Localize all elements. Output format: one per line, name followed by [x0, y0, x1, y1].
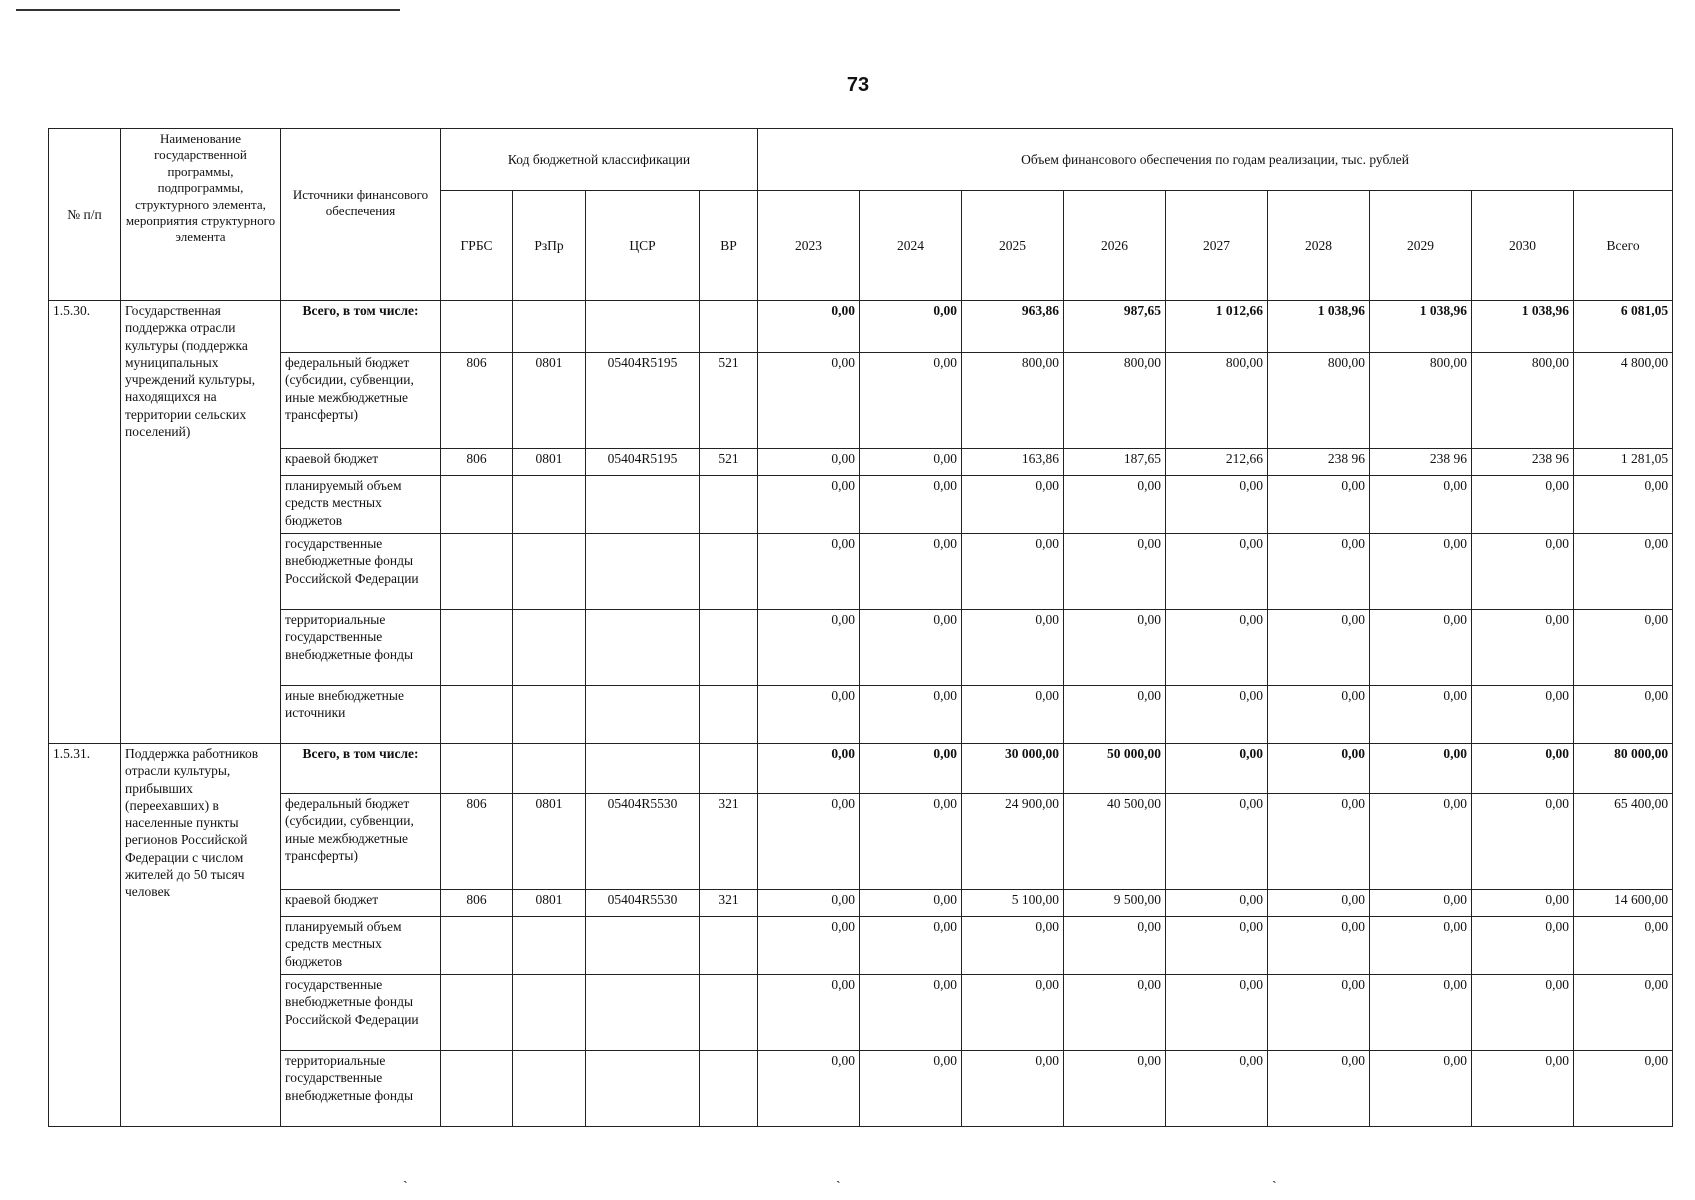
value-total: 6 081,05	[1574, 301, 1673, 353]
header-code-csr: ЦСР	[586, 191, 700, 301]
item-name: Поддержка работников отрасли культуры, прибывших (переехавших) в населенные пункты регионов Российской Федерации с числом жителей до 50 тысяч человек	[121, 744, 281, 1127]
header-volume-group: Объем финансового обеспечения по годам реализации, тыс. рублей	[758, 129, 1673, 191]
value-2028: 0,00	[1268, 890, 1370, 917]
code-csr	[586, 476, 700, 534]
value-total: 0,00	[1574, 476, 1673, 534]
value-2025: 163,86	[962, 449, 1064, 476]
header-funding-source: Источники финансового обеспечения	[281, 129, 441, 301]
code-grbs: 806	[441, 890, 513, 917]
value-2027: 0,00	[1166, 917, 1268, 975]
value-2024: 0,00	[860, 975, 962, 1051]
code-csr	[586, 975, 700, 1051]
table-row	[49, 1051, 1673, 1127]
header-code-grbs: ГРБС	[441, 191, 513, 301]
value-2024: 0,00	[860, 353, 962, 449]
code-grbs	[441, 975, 513, 1051]
table-row	[49, 610, 1673, 686]
value-2023: 0,00	[758, 744, 860, 794]
code-grbs: 806	[441, 794, 513, 890]
value-2029: 0,00	[1370, 476, 1472, 534]
value-2024: 0,00	[860, 686, 962, 744]
value-2026: 0,00	[1064, 1051, 1166, 1127]
value-2028: 0,00	[1268, 534, 1370, 610]
value-2023: 0,00	[758, 449, 860, 476]
value-total: 0,00	[1574, 917, 1673, 975]
table-row	[49, 890, 1673, 917]
value-2029: 0,00	[1370, 686, 1472, 744]
value-2023: 0,00	[758, 890, 860, 917]
value-2030: 0,00	[1472, 890, 1574, 917]
header-code-vr: ВР	[700, 191, 758, 301]
code-grbs	[441, 744, 513, 794]
header-program-name: Наименование государственной программы, подпрограммы, структурного элемента, мероприятия структурного элемента	[121, 129, 281, 301]
value-2024: 0,00	[860, 1051, 962, 1127]
code-csr	[586, 1051, 700, 1127]
value-2025: 0,00	[962, 534, 1064, 610]
value-2024: 0,00	[860, 449, 962, 476]
funding-source: планируемый объем средств местных бюджетов	[281, 476, 441, 534]
code-vr	[700, 686, 758, 744]
code-csr: 05404R5530	[586, 794, 700, 890]
table-row	[49, 301, 1673, 353]
value-2030: 0,00	[1472, 1051, 1574, 1127]
value-total: 0,00	[1574, 975, 1673, 1051]
value-2025: 0,00	[962, 476, 1064, 534]
code-vr: 321	[700, 794, 758, 890]
value-2027: 0,00	[1166, 794, 1268, 890]
code-csr	[586, 534, 700, 610]
value-2026: 187,65	[1064, 449, 1166, 476]
code-grbs: 806	[441, 353, 513, 449]
value-total: 0,00	[1574, 610, 1673, 686]
code-grbs	[441, 301, 513, 353]
code-vr: 521	[700, 449, 758, 476]
value-2024: 0,00	[860, 890, 962, 917]
code-grbs	[441, 917, 513, 975]
funding-source: краевой бюджет	[281, 449, 441, 476]
value-2029: 0,00	[1370, 1051, 1472, 1127]
top-rule	[16, 9, 400, 11]
header-year-2025: 2025	[962, 191, 1064, 301]
funding-source: государственные внебюджетные фонды Российской Федерации	[281, 975, 441, 1051]
code-rzpr	[513, 744, 586, 794]
code-rzpr: 0801	[513, 353, 586, 449]
value-2030: 0,00	[1472, 917, 1574, 975]
value-2030: 0,00	[1472, 476, 1574, 534]
value-2027: 1 012,66	[1166, 301, 1268, 353]
value-2024: 0,00	[860, 917, 962, 975]
value-2026: 0,00	[1064, 534, 1166, 610]
code-grbs	[441, 686, 513, 744]
page-number: 73	[846, 74, 870, 96]
value-total: 0,00	[1574, 1051, 1673, 1127]
value-2030: 238 96	[1472, 449, 1574, 476]
code-vr	[700, 534, 758, 610]
table-row	[49, 794, 1673, 890]
value-2026: 0,00	[1064, 686, 1166, 744]
table-row	[49, 449, 1673, 476]
value-2024: 0,00	[860, 534, 962, 610]
value-2030: 0,00	[1472, 610, 1574, 686]
value-2023: 0,00	[758, 975, 860, 1051]
value-2023: 0,00	[758, 917, 860, 975]
value-2027: 0,00	[1166, 476, 1268, 534]
header-year-2026: 2026	[1064, 191, 1166, 301]
value-2030: 0,00	[1472, 744, 1574, 794]
funding-source: иные внебюджетные источники	[281, 686, 441, 744]
code-rzpr	[513, 686, 586, 744]
header-year-2030: 2030	[1472, 191, 1574, 301]
value-2028: 0,00	[1268, 744, 1370, 794]
item-name: Государственная поддержка отрасли культуры (поддержка муниципальных учреждений культуры, находящихся на территории сельских поселений)	[121, 301, 281, 744]
funding-source: территориальные государственные внебюджетные фонды	[281, 610, 441, 686]
value-2023: 0,00	[758, 794, 860, 890]
table-row	[49, 917, 1673, 975]
value-2028: 0,00	[1268, 476, 1370, 534]
code-csr: 05404R5195	[586, 449, 700, 476]
code-csr: 05404R5530	[586, 890, 700, 917]
funding-source: Всего, в том числе:	[281, 301, 441, 353]
value-total: 4 800,00	[1574, 353, 1673, 449]
value-2029: 0,00	[1370, 610, 1472, 686]
header-year-2027: 2027	[1166, 191, 1268, 301]
value-2030: 800,00	[1472, 353, 1574, 449]
code-rzpr	[513, 534, 586, 610]
value-2030: 0,00	[1472, 794, 1574, 890]
table-row	[49, 534, 1673, 610]
value-total: 0,00	[1574, 534, 1673, 610]
value-2026: 9 500,00	[1064, 890, 1166, 917]
code-rzpr: 0801	[513, 794, 586, 890]
item-number: 1.5.30.	[49, 301, 121, 744]
value-2025: 5 100,00	[962, 890, 1064, 917]
value-total: 14 600,00	[1574, 890, 1673, 917]
code-rzpr	[513, 975, 586, 1051]
value-2023: 0,00	[758, 353, 860, 449]
value-2026: 0,00	[1064, 917, 1166, 975]
value-2025: 800,00	[962, 353, 1064, 449]
code-vr: 521	[700, 353, 758, 449]
value-2029: 0,00	[1370, 534, 1472, 610]
value-2029: 800,00	[1370, 353, 1472, 449]
value-2028: 0,00	[1268, 975, 1370, 1051]
code-vr	[700, 476, 758, 534]
value-2029: 0,00	[1370, 975, 1472, 1051]
value-2029: 0,00	[1370, 744, 1472, 794]
value-2029: 0,00	[1370, 794, 1472, 890]
value-2030: 1 038,96	[1472, 301, 1574, 353]
value-2024: 0,00	[860, 794, 962, 890]
code-vr	[700, 744, 758, 794]
value-2028: 1 038,96	[1268, 301, 1370, 353]
table-row	[49, 686, 1673, 744]
value-2026: 0,00	[1064, 975, 1166, 1051]
code-vr	[700, 610, 758, 686]
value-2024: 0,00	[860, 610, 962, 686]
value-2026: 0,00	[1064, 476, 1166, 534]
code-csr	[586, 686, 700, 744]
code-vr	[700, 1051, 758, 1127]
value-2030: 0,00	[1472, 534, 1574, 610]
value-2028: 0,00	[1268, 917, 1370, 975]
code-rzpr	[513, 610, 586, 686]
table-row	[49, 975, 1673, 1051]
value-2027: 800,00	[1166, 353, 1268, 449]
code-rzpr	[513, 917, 586, 975]
scan-mark: ˎ	[403, 1169, 408, 1184]
code-rzpr	[513, 476, 586, 534]
value-2027: 0,00	[1166, 686, 1268, 744]
value-2023: 0,00	[758, 301, 860, 353]
header-year-2024: 2024	[860, 191, 962, 301]
value-2025: 24 900,00	[962, 794, 1064, 890]
value-2030: 0,00	[1472, 686, 1574, 744]
value-2025: 0,00	[962, 917, 1064, 975]
code-csr	[586, 301, 700, 353]
funding-source: федеральный бюджет (субсидии, субвенции, иные межбюджетные трансферты)	[281, 794, 441, 890]
value-2023: 0,00	[758, 476, 860, 534]
value-total: 80 000,00	[1574, 744, 1673, 794]
value-total: 0,00	[1574, 686, 1673, 744]
value-2025: 0,00	[962, 1051, 1064, 1127]
value-2027: 0,00	[1166, 890, 1268, 917]
value-2025: 30 000,00	[962, 744, 1064, 794]
value-2027: 0,00	[1166, 610, 1268, 686]
value-2028: 0,00	[1268, 610, 1370, 686]
value-2026: 40 500,00	[1064, 794, 1166, 890]
header-code-rzpr: РзПр	[513, 191, 586, 301]
value-2025: 0,00	[962, 610, 1064, 686]
code-csr	[586, 610, 700, 686]
value-total: 1 281,05	[1574, 449, 1673, 476]
value-2028: 0,00	[1268, 686, 1370, 744]
value-2027: 0,00	[1166, 1051, 1268, 1127]
value-2023: 0,00	[758, 534, 860, 610]
code-vr: 321	[700, 890, 758, 917]
value-2025: 0,00	[962, 686, 1064, 744]
header-year-2029: 2029	[1370, 191, 1472, 301]
value-2024: 0,00	[860, 301, 962, 353]
value-2023: 0,00	[758, 686, 860, 744]
value-2029: 0,00	[1370, 890, 1472, 917]
value-2023: 0,00	[758, 1051, 860, 1127]
code-grbs: 806	[441, 449, 513, 476]
code-rzpr	[513, 1051, 586, 1127]
value-2028: 800,00	[1268, 353, 1370, 449]
funding-source: федеральный бюджет (субсидии, субвенции, иные межбюджетные трансферты)	[281, 353, 441, 449]
code-vr	[700, 301, 758, 353]
value-2024: 0,00	[860, 744, 962, 794]
value-2026: 987,65	[1064, 301, 1166, 353]
table-row	[49, 476, 1673, 534]
table-body	[49, 301, 1673, 1127]
code-rzpr	[513, 301, 586, 353]
code-grbs	[441, 610, 513, 686]
code-rzpr: 0801	[513, 890, 586, 917]
code-grbs	[441, 534, 513, 610]
value-2027: 212,66	[1166, 449, 1268, 476]
table-row	[49, 353, 1673, 449]
value-2028: 238 96	[1268, 449, 1370, 476]
header-year-2023: 2023	[758, 191, 860, 301]
code-grbs	[441, 476, 513, 534]
code-csr: 05404R5195	[586, 353, 700, 449]
value-2023: 0,00	[758, 610, 860, 686]
table-row	[49, 744, 1673, 794]
value-2026: 0,00	[1064, 610, 1166, 686]
value-2029: 238 96	[1370, 449, 1472, 476]
value-2029: 0,00	[1370, 917, 1472, 975]
header-budget-code-group: Код бюджетной классификации	[441, 129, 758, 191]
code-csr	[586, 744, 700, 794]
header-total: Всего	[1574, 191, 1673, 301]
funding-source: территориальные государственные внебюджетные фонды	[281, 1051, 441, 1127]
code-csr	[586, 917, 700, 975]
funding-source: Всего, в том числе:	[281, 744, 441, 794]
value-2027: 0,00	[1166, 534, 1268, 610]
code-vr	[700, 975, 758, 1051]
code-grbs	[441, 1051, 513, 1127]
value-2026: 50 000,00	[1064, 744, 1166, 794]
header-number: № п/п	[49, 129, 121, 301]
financing-table	[48, 128, 1673, 1127]
header-year-2028: 2028	[1268, 191, 1370, 301]
scan-mark: ˎ	[836, 1169, 841, 1184]
value-2025: 963,86	[962, 301, 1064, 353]
value-2025: 0,00	[962, 975, 1064, 1051]
value-2027: 0,00	[1166, 744, 1268, 794]
value-2024: 0,00	[860, 476, 962, 534]
value-2027: 0,00	[1166, 975, 1268, 1051]
funding-source: государственные внебюджетные фонды Российской Федерации	[281, 534, 441, 610]
value-2030: 0,00	[1472, 975, 1574, 1051]
value-2026: 800,00	[1064, 353, 1166, 449]
code-vr	[700, 917, 758, 975]
funding-source: краевой бюджет	[281, 890, 441, 917]
funding-source: планируемый объем средств местных бюджетов	[281, 917, 441, 975]
code-rzpr: 0801	[513, 449, 586, 476]
value-2028: 0,00	[1268, 1051, 1370, 1127]
value-total: 65 400,00	[1574, 794, 1673, 890]
value-2029: 1 038,96	[1370, 301, 1472, 353]
scan-mark: ˎ	[1272, 1169, 1277, 1184]
value-2028: 0,00	[1268, 794, 1370, 890]
item-number: 1.5.31.	[49, 744, 121, 1127]
